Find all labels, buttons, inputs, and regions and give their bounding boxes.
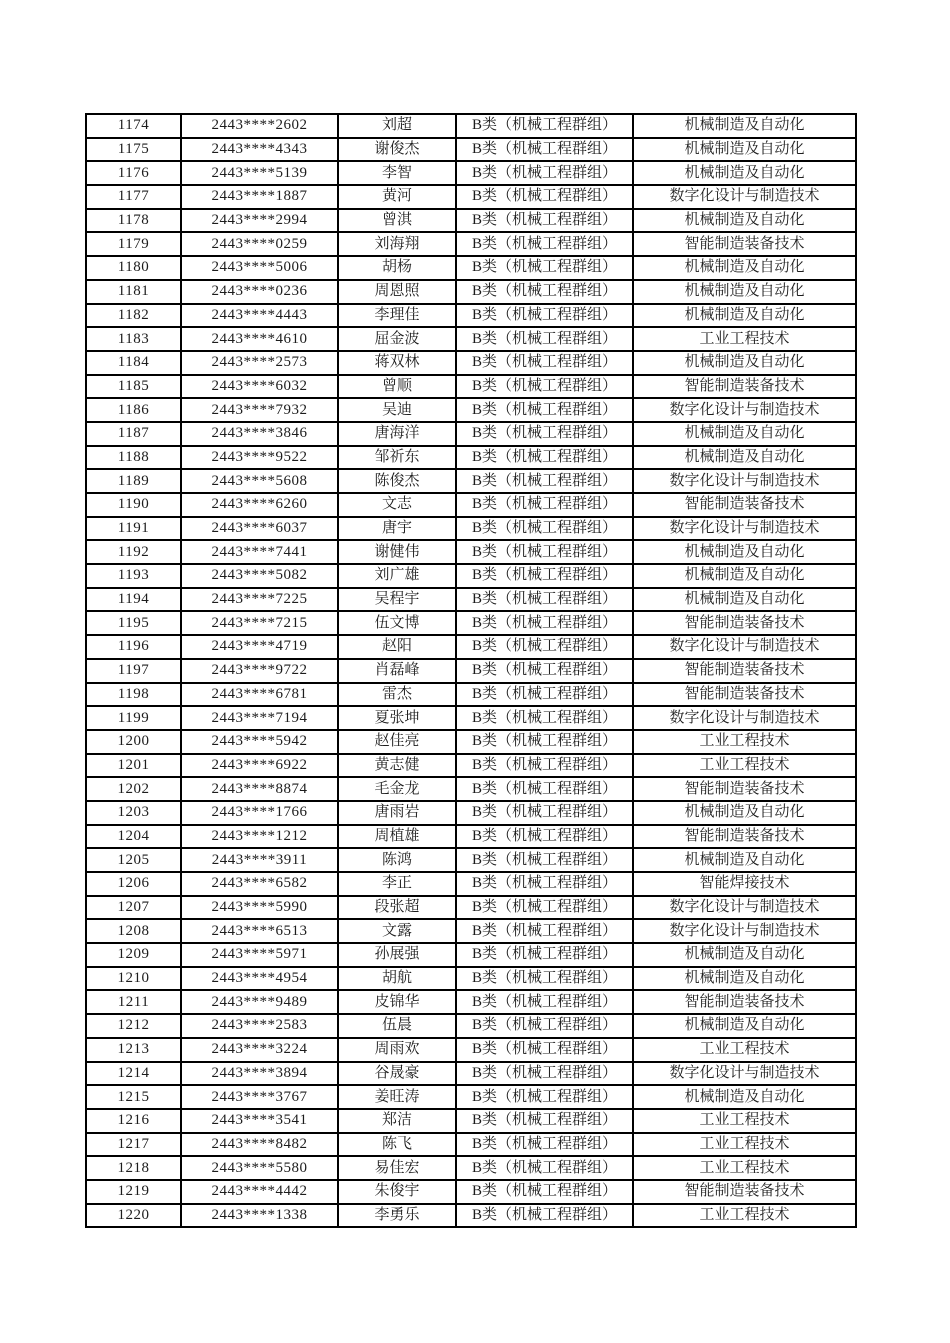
category-cell: B类（机械工程群组） [456, 327, 633, 351]
major-cell: 智能制造装备技术 [633, 990, 856, 1014]
major-cell: 智能制造装备技术 [633, 825, 856, 849]
seq-cell: 1178 [86, 209, 181, 233]
table-row [86, 232, 856, 256]
name-cell: 唐宇 [338, 517, 456, 541]
category-cell: B类（机械工程群组） [456, 896, 633, 920]
name-cell: 唐雨岩 [338, 801, 456, 825]
table-row [86, 611, 856, 635]
table-row [86, 209, 856, 233]
table-row [86, 422, 856, 446]
name-cell: 皮锦华 [338, 990, 456, 1014]
seq-cell: 1215 [86, 1085, 181, 1109]
table-row [86, 1109, 856, 1133]
table-row [86, 493, 856, 517]
exam-number-cell: 2443****5580 [181, 1156, 338, 1180]
table-row [86, 683, 856, 707]
table-row [86, 872, 856, 896]
name-cell: 伍文博 [338, 611, 456, 635]
name-cell: 陈鸿 [338, 848, 456, 872]
seq-cell: 1190 [86, 493, 181, 517]
table-row [86, 588, 856, 612]
table-row [86, 754, 856, 778]
exam-number-cell: 2443****5942 [181, 730, 338, 754]
table-row [86, 777, 856, 801]
seq-cell: 1177 [86, 185, 181, 209]
category-cell: B类（机械工程群组） [456, 801, 633, 825]
seq-cell: 1216 [86, 1109, 181, 1133]
name-cell: 李智 [338, 161, 456, 185]
major-cell: 智能制造装备技术 [633, 683, 856, 707]
table-row [86, 161, 856, 185]
exam-number-cell: 2443****2583 [181, 1014, 338, 1038]
major-cell: 数字化设计与制造技术 [633, 398, 856, 422]
major-cell: 智能制造装备技术 [633, 493, 856, 517]
exam-number-cell: 2443****7194 [181, 706, 338, 730]
name-cell: 肖磊峰 [338, 659, 456, 683]
seq-cell: 1214 [86, 1062, 181, 1086]
seq-cell: 1198 [86, 683, 181, 707]
exam-number-cell: 2443****6037 [181, 517, 338, 541]
category-cell: B类（机械工程群组） [456, 161, 633, 185]
major-cell: 机械制造及自动化 [633, 588, 856, 612]
exam-number-cell: 2443****5608 [181, 469, 338, 493]
category-cell: B类（机械工程群组） [456, 256, 633, 280]
table-row [86, 1133, 856, 1157]
exam-number-cell: 2443****6582 [181, 872, 338, 896]
category-cell: B类（机械工程群组） [456, 777, 633, 801]
exam-number-cell: 2443****8482 [181, 1133, 338, 1157]
exam-number-cell: 2443****6260 [181, 493, 338, 517]
seq-cell: 1206 [86, 872, 181, 896]
seq-cell: 1207 [86, 896, 181, 920]
table-row [86, 825, 856, 849]
category-cell: B类（机械工程群组） [456, 611, 633, 635]
major-cell: 机械制造及自动化 [633, 446, 856, 470]
major-cell: 机械制造及自动化 [633, 848, 856, 872]
name-cell: 谢俊杰 [338, 138, 456, 162]
name-cell: 周雨欢 [338, 1038, 456, 1062]
major-cell: 机械制造及自动化 [633, 1085, 856, 1109]
category-cell: B类（机械工程群组） [456, 659, 633, 683]
major-cell: 机械制造及自动化 [633, 967, 856, 991]
major-cell: 工业工程技术 [633, 1204, 856, 1228]
seq-cell: 1193 [86, 564, 181, 588]
table-row [86, 351, 856, 375]
seq-cell: 1179 [86, 232, 181, 256]
major-cell: 工业工程技术 [633, 1109, 856, 1133]
name-cell: 黄志健 [338, 754, 456, 778]
category-cell: B类（机械工程群组） [456, 564, 633, 588]
category-cell: B类（机械工程群组） [456, 943, 633, 967]
name-cell: 曾淇 [338, 209, 456, 233]
seq-cell: 1199 [86, 706, 181, 730]
seq-cell: 1211 [86, 990, 181, 1014]
name-cell: 赵阳 [338, 635, 456, 659]
table-row [86, 398, 856, 422]
name-cell: 胡航 [338, 967, 456, 991]
category-cell: B类（机械工程群组） [456, 209, 633, 233]
major-cell: 机械制造及自动化 [633, 943, 856, 967]
major-cell: 机械制造及自动化 [633, 304, 856, 328]
major-cell: 数字化设计与制造技术 [633, 635, 856, 659]
seq-cell: 1182 [86, 304, 181, 328]
exam-number-cell: 2443****7225 [181, 588, 338, 612]
exam-number-cell: 2443****0236 [181, 280, 338, 304]
name-cell: 赵佳亮 [338, 730, 456, 754]
category-cell: B类（机械工程群组） [456, 588, 633, 612]
name-cell: 刘海翔 [338, 232, 456, 256]
major-cell: 数字化设计与制造技术 [633, 706, 856, 730]
exam-number-cell: 2443****4610 [181, 327, 338, 351]
exam-number-cell: 2443****7932 [181, 398, 338, 422]
exam-number-cell: 2443****5082 [181, 564, 338, 588]
category-cell: B类（机械工程群组） [456, 280, 633, 304]
name-cell: 毛金龙 [338, 777, 456, 801]
seq-cell: 1197 [86, 659, 181, 683]
exam-number-cell: 2443****2602 [181, 114, 338, 138]
exam-number-cell: 2443****6513 [181, 919, 338, 943]
category-cell: B类（机械工程群组） [456, 375, 633, 399]
category-cell: B类（机械工程群组） [456, 730, 633, 754]
table-row [86, 1038, 856, 1062]
major-cell: 机械制造及自动化 [633, 280, 856, 304]
exam-number-cell: 2443****0259 [181, 232, 338, 256]
name-cell: 雷杰 [338, 683, 456, 707]
exam-number-cell: 2443****5971 [181, 943, 338, 967]
exam-number-cell: 2443****6032 [181, 375, 338, 399]
category-cell: B类（机械工程群组） [456, 1109, 633, 1133]
exam-number-cell: 2443****9489 [181, 990, 338, 1014]
major-cell: 数字化设计与制造技术 [633, 185, 856, 209]
exam-number-cell: 2443****1766 [181, 801, 338, 825]
exam-number-cell: 2443****6922 [181, 754, 338, 778]
exam-number-cell: 2443****9522 [181, 446, 338, 470]
major-cell: 机械制造及自动化 [633, 564, 856, 588]
exam-number-cell: 2443****1212 [181, 825, 338, 849]
major-cell: 机械制造及自动化 [633, 1014, 856, 1038]
table-row [86, 304, 856, 328]
name-cell: 李理佳 [338, 304, 456, 328]
major-cell: 机械制造及自动化 [633, 209, 856, 233]
category-cell: B类（机械工程群组） [456, 114, 633, 138]
major-cell: 智能制造装备技术 [633, 375, 856, 399]
category-cell: B类（机械工程群组） [456, 635, 633, 659]
major-cell: 工业工程技术 [633, 1038, 856, 1062]
category-cell: B类（机械工程群组） [456, 351, 633, 375]
table-row [86, 446, 856, 470]
exam-number-cell: 2443****5139 [181, 161, 338, 185]
exam-number-cell: 2443****4719 [181, 635, 338, 659]
major-cell: 数字化设计与制造技术 [633, 896, 856, 920]
name-cell: 黄河 [338, 185, 456, 209]
major-cell: 工业工程技术 [633, 754, 856, 778]
exam-number-cell: 2443****3767 [181, 1085, 338, 1109]
seq-cell: 1212 [86, 1014, 181, 1038]
name-cell: 吴迪 [338, 398, 456, 422]
name-cell: 李勇乐 [338, 1204, 456, 1228]
name-cell: 邹祈东 [338, 446, 456, 470]
name-cell: 李正 [338, 872, 456, 896]
category-cell: B类（机械工程群组） [456, 1038, 633, 1062]
exam-number-cell: 2443****3894 [181, 1062, 338, 1086]
table-row [86, 1085, 856, 1109]
name-cell: 伍晨 [338, 1014, 456, 1038]
seq-cell: 1210 [86, 967, 181, 991]
category-cell: B类（机械工程群组） [456, 683, 633, 707]
table-row [86, 375, 856, 399]
major-cell: 工业工程技术 [633, 730, 856, 754]
table-row [86, 730, 856, 754]
table-row [86, 801, 856, 825]
category-cell: B类（机械工程群组） [456, 517, 633, 541]
candidate-roster-table [85, 113, 857, 1228]
major-cell: 智能焊接技术 [633, 872, 856, 896]
seq-cell: 1185 [86, 375, 181, 399]
exam-number-cell: 2443****2573 [181, 351, 338, 375]
seq-cell: 1184 [86, 351, 181, 375]
seq-cell: 1220 [86, 1204, 181, 1228]
category-cell: B类（机械工程群组） [456, 232, 633, 256]
category-cell: B类（机械工程群组） [456, 185, 633, 209]
table-row [86, 1156, 856, 1180]
table-row [86, 327, 856, 351]
exam-number-cell: 2443****3541 [181, 1109, 338, 1133]
name-cell: 易佳宏 [338, 1156, 456, 1180]
exam-number-cell: 2443****2994 [181, 209, 338, 233]
seq-cell: 1218 [86, 1156, 181, 1180]
seq-cell: 1181 [86, 280, 181, 304]
category-cell: B类（机械工程群组） [456, 848, 633, 872]
name-cell: 郑洁 [338, 1109, 456, 1133]
category-cell: B类（机械工程群组） [456, 754, 633, 778]
seq-cell: 1203 [86, 801, 181, 825]
table-row [86, 659, 856, 683]
category-cell: B类（机械工程群组） [456, 398, 633, 422]
table-row [86, 540, 856, 564]
table-row [86, 1204, 856, 1228]
seq-cell: 1188 [86, 446, 181, 470]
category-cell: B类（机械工程群组） [456, 990, 633, 1014]
exam-number-cell: 2443****3846 [181, 422, 338, 446]
roster-table-body [86, 114, 856, 1227]
table-row [86, 896, 856, 920]
major-cell: 数字化设计与制造技术 [633, 1062, 856, 1086]
major-cell: 智能制造装备技术 [633, 611, 856, 635]
name-cell: 胡杨 [338, 256, 456, 280]
category-cell: B类（机械工程群组） [456, 1204, 633, 1228]
exam-number-cell: 2443****1338 [181, 1204, 338, 1228]
major-cell: 工业工程技术 [633, 1156, 856, 1180]
table-row [86, 635, 856, 659]
seq-cell: 1205 [86, 848, 181, 872]
table-row [86, 564, 856, 588]
major-cell: 工业工程技术 [633, 1133, 856, 1157]
table-row [86, 138, 856, 162]
seq-cell: 1209 [86, 943, 181, 967]
major-cell: 智能制造装备技术 [633, 232, 856, 256]
category-cell: B类（机械工程群组） [456, 706, 633, 730]
table-row [86, 706, 856, 730]
table-row [86, 990, 856, 1014]
seq-cell: 1176 [86, 161, 181, 185]
category-cell: B类（机械工程群组） [456, 1062, 633, 1086]
name-cell: 朱俊宇 [338, 1180, 456, 1204]
category-cell: B类（机械工程群组） [456, 540, 633, 564]
major-cell: 机械制造及自动化 [633, 422, 856, 446]
major-cell: 机械制造及自动化 [633, 256, 856, 280]
major-cell: 机械制造及自动化 [633, 540, 856, 564]
category-cell: B类（机械工程群组） [456, 1085, 633, 1109]
major-cell: 智能制造装备技术 [633, 1180, 856, 1204]
table-row [86, 256, 856, 280]
major-cell: 机械制造及自动化 [633, 801, 856, 825]
table-row [86, 1180, 856, 1204]
table-row [86, 280, 856, 304]
name-cell: 文志 [338, 493, 456, 517]
name-cell: 刘广雄 [338, 564, 456, 588]
name-cell: 夏张坤 [338, 706, 456, 730]
name-cell: 陈俊杰 [338, 469, 456, 493]
exam-number-cell: 2443****5006 [181, 256, 338, 280]
exam-number-cell: 2443****6781 [181, 683, 338, 707]
table-row [86, 114, 856, 138]
category-cell: B类（机械工程群组） [456, 967, 633, 991]
seq-cell: 1201 [86, 754, 181, 778]
category-cell: B类（机械工程群组） [456, 1180, 633, 1204]
major-cell: 机械制造及自动化 [633, 351, 856, 375]
category-cell: B类（机械工程群组） [456, 446, 633, 470]
exam-number-cell: 2443****8874 [181, 777, 338, 801]
category-cell: B类（机械工程群组） [456, 825, 633, 849]
seq-cell: 1202 [86, 777, 181, 801]
exam-number-cell: 2443****4343 [181, 138, 338, 162]
name-cell: 周植雄 [338, 825, 456, 849]
name-cell: 谢健伟 [338, 540, 456, 564]
major-cell: 智能制造装备技术 [633, 777, 856, 801]
name-cell: 谷晟豪 [338, 1062, 456, 1086]
major-cell: 机械制造及自动化 [633, 138, 856, 162]
exam-number-cell: 2443****4443 [181, 304, 338, 328]
seq-cell: 1174 [86, 114, 181, 138]
major-cell: 机械制造及自动化 [633, 114, 856, 138]
name-cell: 屈金波 [338, 327, 456, 351]
exam-number-cell: 2443****1887 [181, 185, 338, 209]
seq-cell: 1191 [86, 517, 181, 541]
seq-cell: 1200 [86, 730, 181, 754]
seq-cell: 1183 [86, 327, 181, 351]
seq-cell: 1195 [86, 611, 181, 635]
major-cell: 数字化设计与制造技术 [633, 919, 856, 943]
exam-number-cell: 2443****4442 [181, 1180, 338, 1204]
name-cell: 孙展强 [338, 943, 456, 967]
seq-cell: 1175 [86, 138, 181, 162]
seq-cell: 1196 [86, 635, 181, 659]
table-row [86, 469, 856, 493]
table-row [86, 943, 856, 967]
table-row [86, 919, 856, 943]
category-cell: B类（机械工程群组） [456, 493, 633, 517]
exam-number-cell: 2443****7215 [181, 611, 338, 635]
seq-cell: 1180 [86, 256, 181, 280]
table-row [86, 517, 856, 541]
name-cell: 周恩照 [338, 280, 456, 304]
major-cell: 工业工程技术 [633, 327, 856, 351]
category-cell: B类（机械工程群组） [456, 872, 633, 896]
category-cell: B类（机械工程群组） [456, 1014, 633, 1038]
major-cell: 数字化设计与制造技术 [633, 469, 856, 493]
name-cell: 段张超 [338, 896, 456, 920]
seq-cell: 1194 [86, 588, 181, 612]
category-cell: B类（机械工程群组） [456, 138, 633, 162]
category-cell: B类（机械工程群组） [456, 1133, 633, 1157]
exam-number-cell: 2443****3224 [181, 1038, 338, 1062]
table-row [86, 1062, 856, 1086]
table-row [86, 1014, 856, 1038]
name-cell: 唐海洋 [338, 422, 456, 446]
seq-cell: 1186 [86, 398, 181, 422]
exam-number-cell: 2443****4954 [181, 967, 338, 991]
table-row [86, 848, 856, 872]
category-cell: B类（机械工程群组） [456, 919, 633, 943]
major-cell: 数字化设计与制造技术 [633, 517, 856, 541]
major-cell: 机械制造及自动化 [633, 161, 856, 185]
name-cell: 陈飞 [338, 1133, 456, 1157]
name-cell: 姜旺涛 [338, 1085, 456, 1109]
name-cell: 吴程宇 [338, 588, 456, 612]
seq-cell: 1208 [86, 919, 181, 943]
major-cell: 智能制造装备技术 [633, 659, 856, 683]
seq-cell: 1219 [86, 1180, 181, 1204]
table-row [86, 185, 856, 209]
category-cell: B类（机械工程群组） [456, 469, 633, 493]
name-cell: 曾顺 [338, 375, 456, 399]
seq-cell: 1192 [86, 540, 181, 564]
seq-cell: 1217 [86, 1133, 181, 1157]
category-cell: B类（机械工程群组） [456, 422, 633, 446]
category-cell: B类（机械工程群组） [456, 304, 633, 328]
table-row [86, 967, 856, 991]
exam-number-cell: 2443****3911 [181, 848, 338, 872]
exam-number-cell: 2443****7441 [181, 540, 338, 564]
seq-cell: 1187 [86, 422, 181, 446]
exam-number-cell: 2443****5990 [181, 896, 338, 920]
seq-cell: 1189 [86, 469, 181, 493]
name-cell: 蒋双林 [338, 351, 456, 375]
name-cell: 刘超 [338, 114, 456, 138]
category-cell: B类（机械工程群组） [456, 1156, 633, 1180]
seq-cell: 1213 [86, 1038, 181, 1062]
seq-cell: 1204 [86, 825, 181, 849]
name-cell: 文露 [338, 919, 456, 943]
exam-number-cell: 2443****9722 [181, 659, 338, 683]
